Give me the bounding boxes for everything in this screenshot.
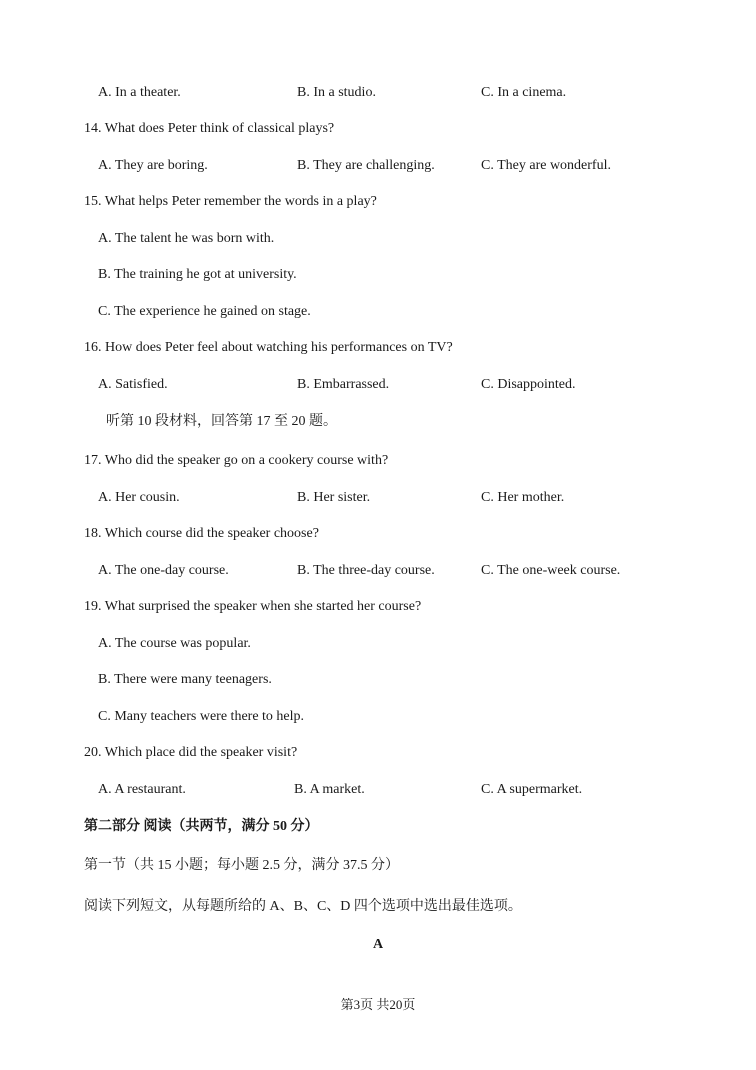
passage-label: A xyxy=(372,937,384,952)
q16-option-a: A. Satisfied. xyxy=(98,377,168,392)
q14-question: 14. What does Peter think of classical plays? xyxy=(84,121,335,136)
q16-question: 16. How does Peter feel about watching his performances on TV? xyxy=(84,340,453,355)
q14-option-c: C. They are wonderful. xyxy=(481,158,611,173)
q17-option-a: A. Her cousin. xyxy=(98,490,180,505)
q18-option-b: B. The three-day course. xyxy=(297,563,435,578)
part2-heading: 第二部分 阅读（共两节，满分 50 分） xyxy=(84,819,319,834)
q15-question: 15. What helps Peter remember the words in a play? xyxy=(84,194,377,209)
q19-option-a: A. The course was popular. xyxy=(98,636,251,651)
q13-option-a: A. In a theater. xyxy=(98,85,181,100)
q13-option-c: C. In a cinema. xyxy=(481,85,567,100)
q17-question: 17. Who did the speaker go on a cookery course with? xyxy=(84,453,389,468)
q16-option-c: C. Disappointed. xyxy=(481,377,576,392)
q13-option-b: B. In a studio. xyxy=(297,85,376,100)
q17-option-c: C. Her mother. xyxy=(481,490,565,505)
q14-option-a: A. They are boring. xyxy=(98,158,208,173)
q19-option-b: B. There were many teenagers. xyxy=(98,672,272,687)
page-footer: 第3页 共20页 xyxy=(340,997,416,1012)
q16-option-b: B. Embarrassed. xyxy=(297,377,390,392)
q20-question: 20. Which place did the speaker visit? xyxy=(84,745,298,760)
q18-option-a: A. The one-day course. xyxy=(98,563,229,578)
section1-heading: 第一节（共 15 小题；每小题 2.5 分，满分 37.5 分） xyxy=(84,858,399,873)
listening-instruction: 听第 10 段材料，回答第 17 至 20 题。 xyxy=(106,414,337,429)
q20-option-a: A. A restaurant. xyxy=(98,782,186,797)
q18-option-c: C. The one-week course. xyxy=(481,563,621,578)
q19-question: 19. What surprised the speaker when she started her course? xyxy=(84,599,422,614)
q15-option-b: B. The training he got at university. xyxy=(98,267,297,282)
q14-option-b: B. They are challenging. xyxy=(297,158,435,173)
q17-option-b: B. Her sister. xyxy=(297,490,371,505)
reading-instruction: 阅读下列短文，从每题所给的 A、B、C、D 四个选项中选出最佳选项。 xyxy=(84,899,522,914)
q19-option-c: C. Many teachers were there to help. xyxy=(98,709,305,724)
q20-option-c: C. A supermarket. xyxy=(481,782,583,797)
q15-option-c: C. The experience he gained on stage. xyxy=(98,304,311,319)
q20-option-b: B. A market. xyxy=(294,782,365,797)
q18-question: 18. Which course did the speaker choose? xyxy=(84,526,319,541)
q15-option-a: A. The talent he was born with. xyxy=(98,231,275,246)
